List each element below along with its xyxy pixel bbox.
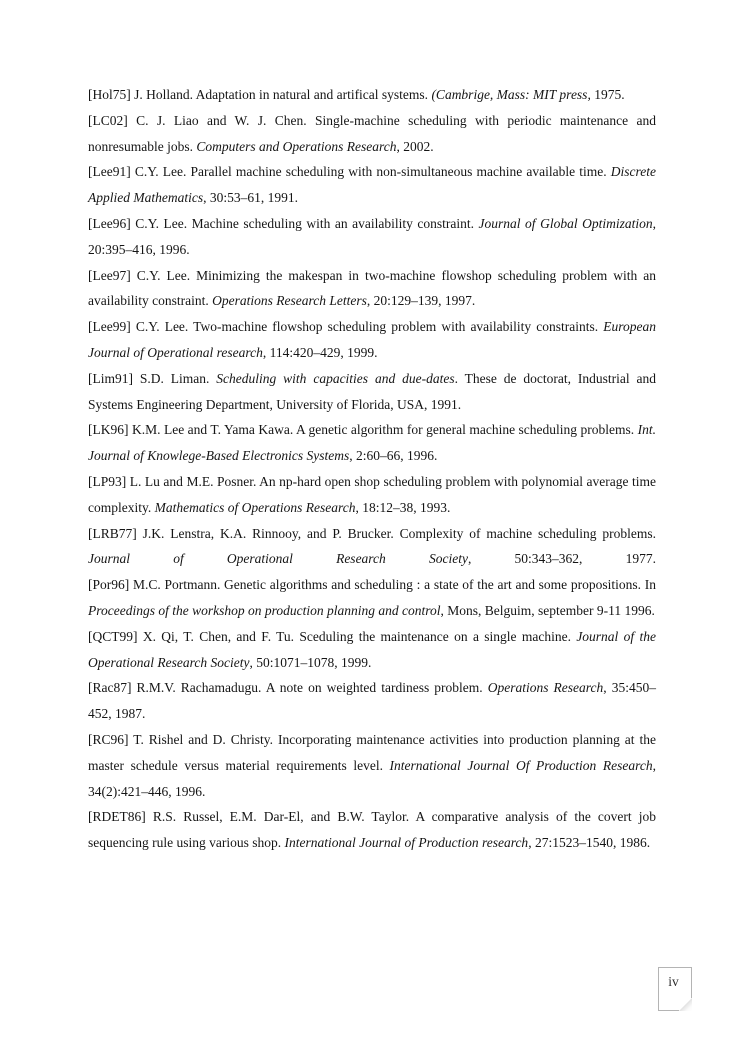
reference-text: [Lee96] C.Y. Lee. Machine scheduling with an availability constraint. xyxy=(88,215,479,231)
reference-text: , 114:420–429, 1999. xyxy=(262,344,378,360)
reference-text: , 34(2):421–446, 1996. xyxy=(88,757,656,799)
page-number: iv xyxy=(668,974,679,989)
reference-entry-LC02 xyxy=(88,108,656,160)
reference-text: 1975. xyxy=(590,87,625,102)
reference-entry-QCT99 xyxy=(88,624,656,676)
reference-text: , 18:12–38, 1993. xyxy=(355,499,451,515)
references-list xyxy=(88,82,656,856)
reference-text: , Mons, Belguim, september 9-11 1996. xyxy=(440,602,655,618)
folded-corner-icon xyxy=(679,998,692,1011)
reference-text: [Lee97] C.Y. Lee. Minimizing the makespan in two-machine flowshop scheduling problem with an availability constraint. xyxy=(88,267,656,309)
reference-venue: Journal of Operational Research Society xyxy=(88,551,468,567)
reference-entry-Lee96 xyxy=(88,211,656,263)
reference-text: [Lee99] C.Y. Lee. Two-machine flowshop scheduling problem with availability constraints. xyxy=(88,319,604,335)
reference-text: [RC96] T. Rishel and D. Christy. Incorporating maintenance activities into production planning at the master schedule versus material requirements level. xyxy=(88,731,656,773)
reference-text: , 2002. xyxy=(396,138,434,154)
reference-text: [RDET86] R.S. Russel, E.M. Dar-El, and B.W. Taylor. A comparative analysis of the covert job sequencing rule using various shop. xyxy=(88,809,656,851)
reference-text: , 30:53–61, 1991. xyxy=(203,190,298,206)
reference-text: [Por96] M.C. Portmann. Genetic algorithms and scheduling : a state of the art and some propositions. In xyxy=(88,577,656,593)
reference-text: , 35:450–452, 1987. xyxy=(88,680,656,722)
reference-venue: International Journal Of Production Research xyxy=(389,757,653,773)
reference-venue: Scheduling with capacities and due-dates xyxy=(216,370,455,386)
reference-venue: Journal of the Operational Research Society xyxy=(88,628,656,670)
reference-text: [LC02] C. J. Liao and W. J. Chen. Single-machine scheduling with periodic maintenance and nonresumable jobs. xyxy=(88,112,656,154)
reference-entry-LRB77 xyxy=(88,521,656,573)
reference-entry-Lee99 xyxy=(88,314,656,366)
reference-text: [QCT99] X. Qi, T. Chen, and F. Tu. Sceduling the maintenance on a single machine. xyxy=(88,628,577,644)
reference-text: [LP93] L. Lu and M.E. Posner. An np-hard open shop scheduling problem with polynomial average time complexity. xyxy=(88,473,656,515)
reference-venue: International Journal of Production research xyxy=(284,835,529,851)
reference-text: , 20:395–416, 1996. xyxy=(88,215,656,257)
reference-text: [Rac87] R.M.V. Rachamadugu. A note on weighted tardiness problem. xyxy=(88,680,488,696)
reference-text: [Lee91] C.Y. Lee. Parallel machine scheduling with non-simultaneous machine available time. xyxy=(88,164,611,180)
reference-text: [Lim91] S.D. Liman. xyxy=(88,370,217,386)
reference-venue: Int. Journal of Knowlege-Based Electronics Systems xyxy=(88,422,656,464)
reference-text: , 20:129–139, 1997. xyxy=(366,293,476,309)
reference-text: [Hol75] J. Holland. Adaptation in natural and artifical systems. xyxy=(88,87,432,102)
reference-text: [LK96] K.M. Lee and T. Yama Kawa. A genetic algorithm for general machine scheduling problems. xyxy=(88,422,638,438)
reference-venue: Operations Research xyxy=(487,680,604,696)
reference-text: [LRB77] J.K. Lenstra, K.A. Rinnooy, and P. Brucker. Complexity of machine scheduling problems. xyxy=(88,525,656,541)
reference-venue: Proceedings of the workshop on production planning and control xyxy=(88,602,441,618)
reference-entry-LP93 xyxy=(88,469,656,521)
reference-venue: Journal of Global Optimization xyxy=(478,215,653,231)
reference-text: , 50:1071–1078, 1999. xyxy=(249,654,372,670)
reference-entry-Lim91 xyxy=(88,366,656,418)
reference-entry-Lee97 xyxy=(88,263,656,315)
reference-venue: Operations Research Letters xyxy=(212,293,367,309)
reference-entry-Lee91 xyxy=(88,159,656,211)
reference-venue: European Journal of Operational research xyxy=(88,319,656,360)
reference-text: , 50:343–362, 1977. xyxy=(467,551,656,567)
reference-text: , 27:1523–1540, 1986. xyxy=(528,835,651,851)
reference-text: . These de doctorat, Industrial and Systems Engineering Department, University of Florida, USA, 1991. xyxy=(88,370,656,412)
reference-venue: Discrete Applied Mathematics xyxy=(88,164,656,206)
reference-entry-Rac87 xyxy=(88,675,656,727)
reference-entry-RC96 xyxy=(88,727,656,804)
reference-entry-RDET86 xyxy=(88,804,656,856)
reference-text: , 2:60–66, 1996. xyxy=(349,448,438,464)
reference-entry-Por96 xyxy=(88,572,656,624)
reference-entry-LK96 xyxy=(88,417,656,469)
reference-entry-Hol75 xyxy=(88,82,656,108)
page-number-box xyxy=(658,967,692,1011)
reference-venue: (Cambrige, Mass: MIT press, xyxy=(431,87,591,102)
reference-venue: Mathematics of Operations Research xyxy=(154,499,356,515)
reference-venue: Computers and Operations Research xyxy=(196,138,397,154)
